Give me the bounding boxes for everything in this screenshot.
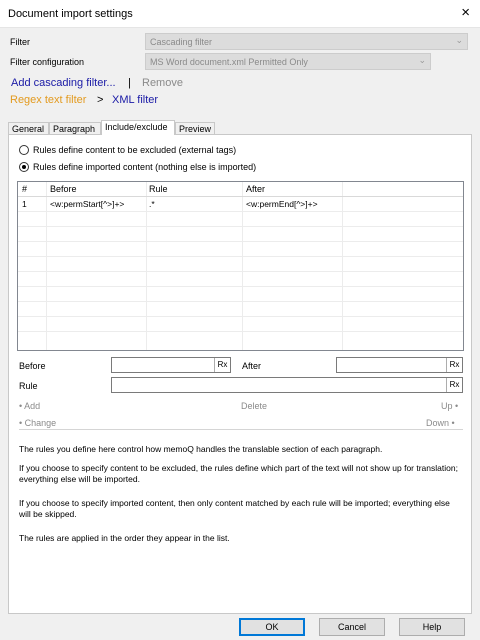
after-label: After	[242, 361, 262, 371]
add-button[interactable]: • Add	[19, 401, 41, 411]
close-icon[interactable]: ×	[461, 4, 470, 21]
column-header-before[interactable]: Before	[50, 184, 77, 194]
add-cascading-filter-link[interactable]: Add cascading filter...	[11, 77, 116, 89]
filter-configuration-label: Filter configuration	[10, 57, 85, 67]
filter-label: Filter	[10, 37, 30, 47]
row-number: 1	[22, 199, 27, 209]
after-regex-button[interactable]: Rx	[446, 358, 462, 372]
chevron-down-icon: ⌄	[455, 35, 463, 45]
rules-table[interactable]	[17, 181, 464, 351]
exclude-radio[interactable]	[19, 145, 236, 155]
tab-general[interactable]: General	[8, 122, 49, 135]
import-radio[interactable]	[19, 162, 256, 172]
ok-button[interactable]: OK	[239, 618, 305, 636]
help-button[interactable]: Help	[399, 618, 465, 636]
include-exclude-panel	[8, 134, 472, 614]
change-button[interactable]: • Change	[19, 418, 57, 428]
breadcrumb-separator: >	[97, 94, 104, 106]
filter-dropdown-value: Cascading filter	[150, 37, 213, 47]
help-paragraph: If you choose to specify imported content, then only content matched by each rule will be imported; everything else will be skipped.	[19, 498, 450, 519]
tab-paragraph[interactable]: Paragraph	[49, 122, 101, 135]
chevron-down-icon: ⌄	[418, 55, 426, 65]
column-header-number[interactable]: #	[22, 184, 28, 194]
import-radio-label: Rules define imported content (nothing else is imported)	[33, 162, 257, 172]
row-before-cell: <w:permStart[^>]+>	[50, 199, 125, 209]
column-header-after[interactable]: After	[246, 184, 266, 194]
up-button[interactable]: Up •	[441, 401, 459, 411]
window-title: Document import settings	[8, 8, 133, 20]
tab-include-exclude[interactable]: Include/exclude	[101, 120, 175, 135]
column-header-rule[interactable]: Rule	[149, 184, 168, 194]
breadcrumb-xml-filter[interactable]: XML filter	[112, 94, 159, 106]
filter-configuration-value: MS Word document.xml Permitted Only	[150, 57, 308, 67]
down-button[interactable]: Down •	[426, 418, 455, 428]
cancel-button[interactable]: Cancel	[319, 618, 385, 636]
title-bar	[0, 0, 480, 28]
radio-unchecked-icon	[19, 145, 29, 155]
row-rule-cell: .*	[149, 199, 155, 209]
rule-input[interactable]	[111, 377, 463, 393]
help-paragraph: The rules you define here control how memoQ handles the translable section of each paragraph.	[19, 444, 383, 454]
link-divider: |	[128, 77, 131, 89]
rule-label: Rule	[19, 381, 38, 391]
breadcrumb-regex-text-filter[interactable]: Regex text filter	[10, 94, 87, 106]
radio-checked-icon	[19, 162, 29, 172]
help-paragraph: If you choose to specify content to be excluded, the rules define which part of the text will not show up for translation; everything else will be imported.	[19, 463, 458, 484]
delete-button[interactable]: Delete	[241, 401, 268, 411]
help-paragraph: The rules are applied in the order they appear in the list.	[19, 533, 230, 543]
rule-regex-button[interactable]: Rx	[446, 378, 462, 392]
filter-dropdown[interactable]	[145, 33, 468, 50]
before-label: Before	[19, 361, 46, 371]
divider	[19, 429, 463, 430]
filter-configuration-dropdown[interactable]	[145, 53, 431, 70]
before-regex-button[interactable]: Rx	[214, 358, 230, 372]
before-input[interactable]	[111, 357, 231, 373]
remove-link[interactable]: Remove	[142, 77, 183, 89]
exclude-radio-label: Rules define content to be excluded (external tags)	[33, 145, 237, 155]
after-input[interactable]	[336, 357, 463, 373]
row-after-cell: <w:permEnd[^>]+>	[246, 199, 318, 209]
tab-preview[interactable]: Preview	[175, 122, 215, 135]
